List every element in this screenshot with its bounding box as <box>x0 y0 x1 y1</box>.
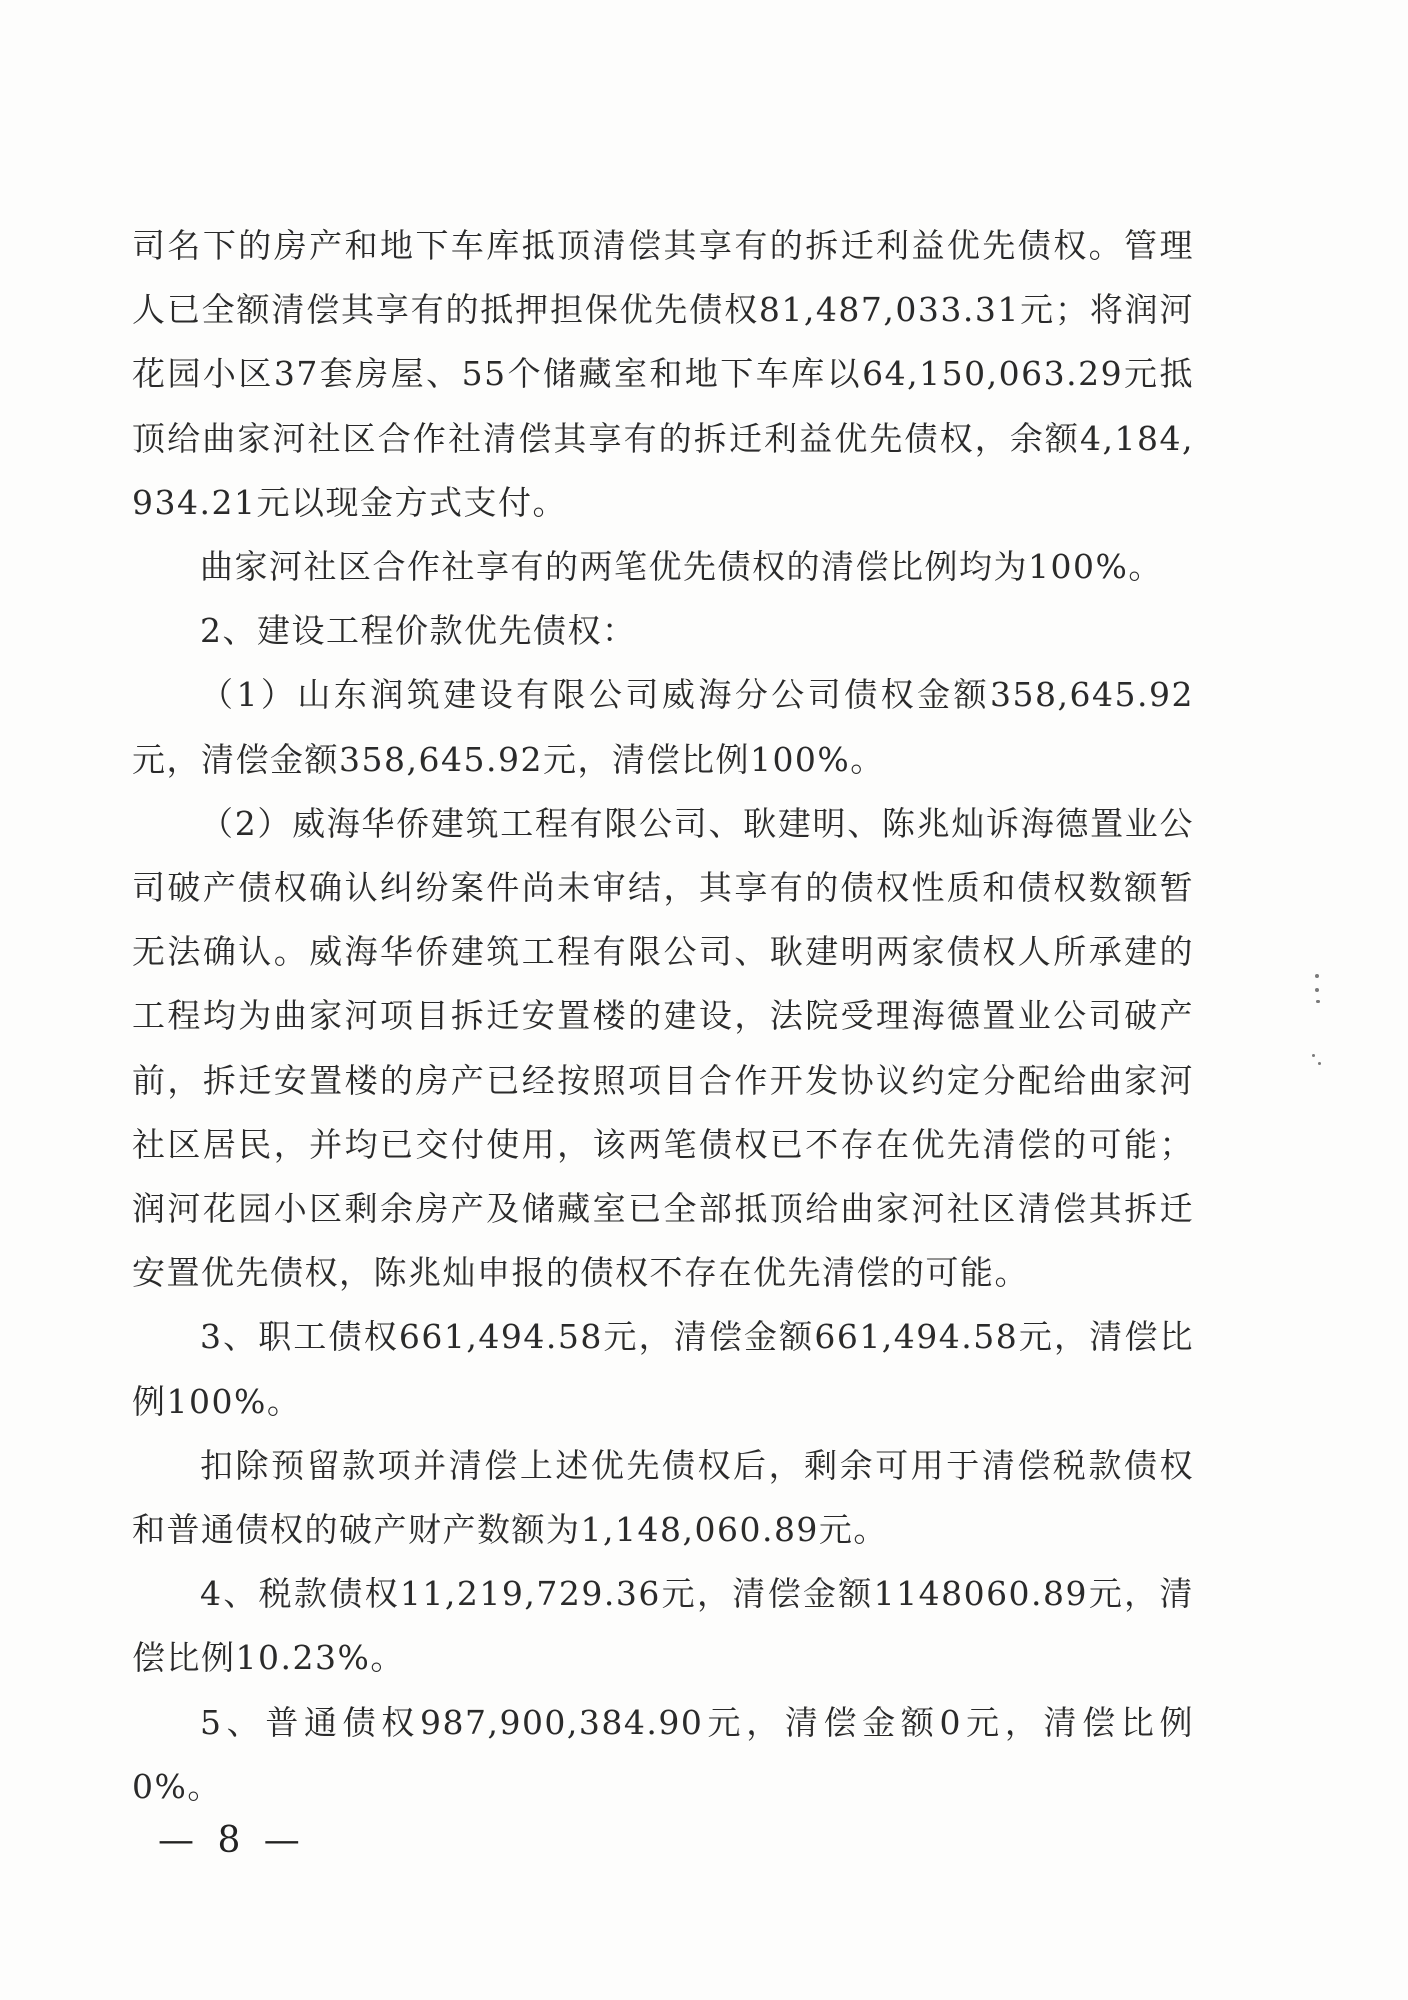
scan-mark <box>1318 1062 1321 1065</box>
document-body <box>132 214 1194 1819</box>
paragraph-employee-claims: 3、职工债权661,494.58元，清偿金额661,494.58元，清偿比例100%。 <box>132 1317 1194 1421</box>
scan-mark <box>1315 988 1319 992</box>
paragraph-heading-construction-priority: 2、建设工程价款优先债权： <box>200 611 637 651</box>
paragraph-ordinary-claims: 5、普通债权987,900,384.90元，清偿金额0元，清偿比例0%。 <box>132 1702 1194 1806</box>
page-number: — 8 — <box>158 1820 306 1861</box>
scan-mark <box>1316 1000 1320 1003</box>
paragraph-cooperative-ratio: 曲家河社区合作社享有的两笔优先债权的清偿比例均为100%。 <box>200 547 1163 587</box>
paragraph-remaining-assets: 扣除预留款项并清偿上述优先债权后，剩余可用于清偿税款债权和普通债权的破产财产数额为1,148,060.89元。 <box>132 1445 1194 1550</box>
scan-mark <box>1312 1054 1315 1057</box>
paragraph-item-2: （2）威海华侨建筑工程有限公司、耿建明、陈兆灿诉海德置业公司破产债权确认纠纷案件尚未审结，其享有的债权性质和债权数额暂无法确认。威海华侨建筑工程有限公司、耿建明两家债权人所承建的工程均为曲家河项目拆迁安置楼的建设，法院受理海德置业公司破产前，拆迁安置楼的房产已经按照项目合作开发协议约定分配给曲家河社区居民，并均已交付使用，该两笔债权已不存在优先清偿的可能；润河花园小区剩余房产及储藏室已全部抵顶给曲家河社区清偿其拆迁安置优先债权，陈兆灿申报的债权不存在优先清偿的可能。 <box>132 803 1194 1293</box>
paragraph-item-1: （1）山东润筑建设有限公司威海分公司债权金额358,645.92元，清偿金额358,645.92元，清偿比例100%。 <box>132 675 1194 779</box>
paragraph-compensation-continued: 司名下的房产和地下车库抵顶清偿其享有的拆迁利益优先债权。管理人已全额清偿其享有的抵押担保优先债权81,487,033.31元；将润河花园小区37套房屋、55个储藏室和地下车库以64,150,063.29元抵顶给曲家河社区合作社清偿其享有的拆迁利益优先债权，余额4,184,934.21元以现金方式支付。 <box>132 226 1194 522</box>
scan-mark <box>1315 974 1319 978</box>
paragraph-tax-claims: 4、税款债权11,219,729.36元，清偿金额1148060.89元，清偿比例10.23%。 <box>132 1574 1194 1678</box>
